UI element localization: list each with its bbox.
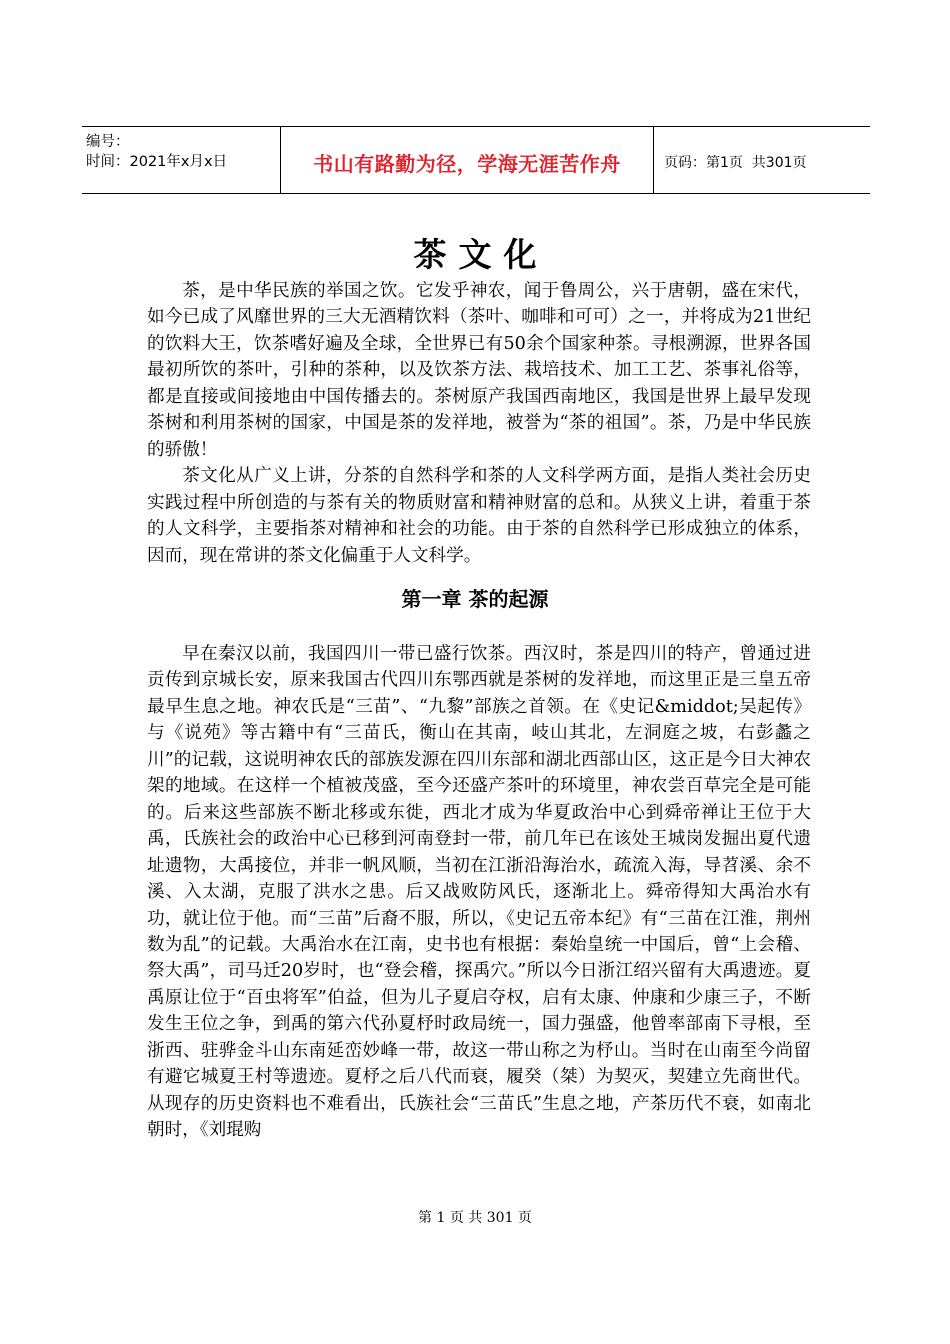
- chapter-section: [147, 641, 811, 1169]
- header-meta-cell: [82, 127, 280, 193]
- page-info: 页码：第1页 共301页: [664, 155, 807, 171]
- chapter-paragraph: 早在秦汉以前，我国四川一带已盛行饮茶。西汉时，茶是四川的特产，曾通过进贡传到京城长安，原来我国古代四川东鄂西就是茶树的发祥地，而这里正是三皇五帝最早生息之地。神农氏是“三苗”、“九黎”部族之首领。在《史记&middot;吴起传》与《说苑》等古籍中有“三苗氏，衡山在其南，岐山其北，左洞庭之坡，右彭蠡之川”的记载，这说明神农氏的部族发源在四川东部和湖北西部山区，这正是今日大神农架的地域。在这样一个植被茂盛，至今还盛产茶叶的环境里，神农尝百草完全是可能的。后来这些部族不断北移或东徙，西北才成为华夏政治中心到舜帝禅让王位于大禹，氏族社会的政治中心已移到河南登封一带，前几年已在该处王城岗发掘出夏代遗址遗物，大禹接位，并非一帆风顺，当初在江浙沿海治水，疏流入海，导苕溪、余不溪、入太湖，克服了洪水之患。后又战败防风氏，逐渐北上。舜帝得知大禹治水有功，就让位于他。而“三苗”后裔不服，所以，《史记五帝本纪》有“三苗在江淮，荆州数为乱”的记载。大禹治水在江南，史书也有根据：秦始皇统一中国后，曾“上会稽、祭大禹”，司马迁20岁时，也“登会稽，探禹穴。”所以今日浙江绍兴留有大禹遗迹。夏禹原让位于“百虫将军”伯益，但为儿子夏启夺权，启有太康、仲康和少康三子，不断发生王位之争，到禹的第六代孙夏杼时政局统一，国力强盛，他曾率部南下寻根，至浙西、驻骅金斗山东南延峦妙峰一带，故这一带山称之为杼山。当时在山南至今尚留有避它城夏王村等遗迹。夏杼之后八代而衰，履癸（桀）为契灭，契建立先商世代。从现存的历史资料也不难看出，氏族社会“三苗氏”生息之地，产茶历代不衰，如南北朝时，《刘琨购: [147, 644, 811, 1141]
- intro-paragraph-2: 茶文化从广义上讲，分茶的自然科学和茶的人文科学两方面，是指人类社会历史实践过程中所创造的与茶有关的物质财富和精神财富的总和。从狭义上讲，着重于茶的人文科学，主要指茶对精神和社会的功能。由于茶的自然科学已形成独立的体系，因而，现在常讲的茶文化偏重于人文科学。: [147, 466, 811, 566]
- footer-page-number: 第 1 页 共 301 页: [418, 1210, 532, 1226]
- header-page-cell: [654, 127, 870, 193]
- motto-text: 书山有路勤为径，学海无涯苦作舟: [313, 151, 621, 176]
- header-motto-cell: [280, 127, 654, 193]
- chapter-title: 第一章 茶的起源: [401, 587, 549, 611]
- number-label: 编号：: [86, 134, 130, 150]
- header-table: [82, 126, 870, 194]
- page-footer: [0, 1208, 950, 1228]
- intro-section: [147, 278, 811, 569]
- time-label: 时间：2021年x月x日: [86, 154, 228, 170]
- document-title: 茶文化: [413, 235, 549, 274]
- intro-paragraph-1: 茶，是中华民族的举国之饮。它发乎神农，闻于鲁周公，兴于唐朝，盛在宋代，如今已成了风靡世界的三大无酒精饮料（茶叶、咖啡和可可）之一，并将成为21世纪的饮料大王，饮茶嗜好遍及全球，全世界已有50余个国家种茶。寻根溯源，世界各国最初所饮的茶叶，引种的茶种，以及饮茶方法、栽培技术、加工工艺、茶事礼俗等，都是直接或间接地由中国传播去的。茶树原产我国西南地区，我国是世界上最早发现茶树和利用茶树的国家，中国是茶的发祥地，被誉为“茶的祖国”。茶，乃是中华民族的骄傲！: [147, 281, 811, 460]
